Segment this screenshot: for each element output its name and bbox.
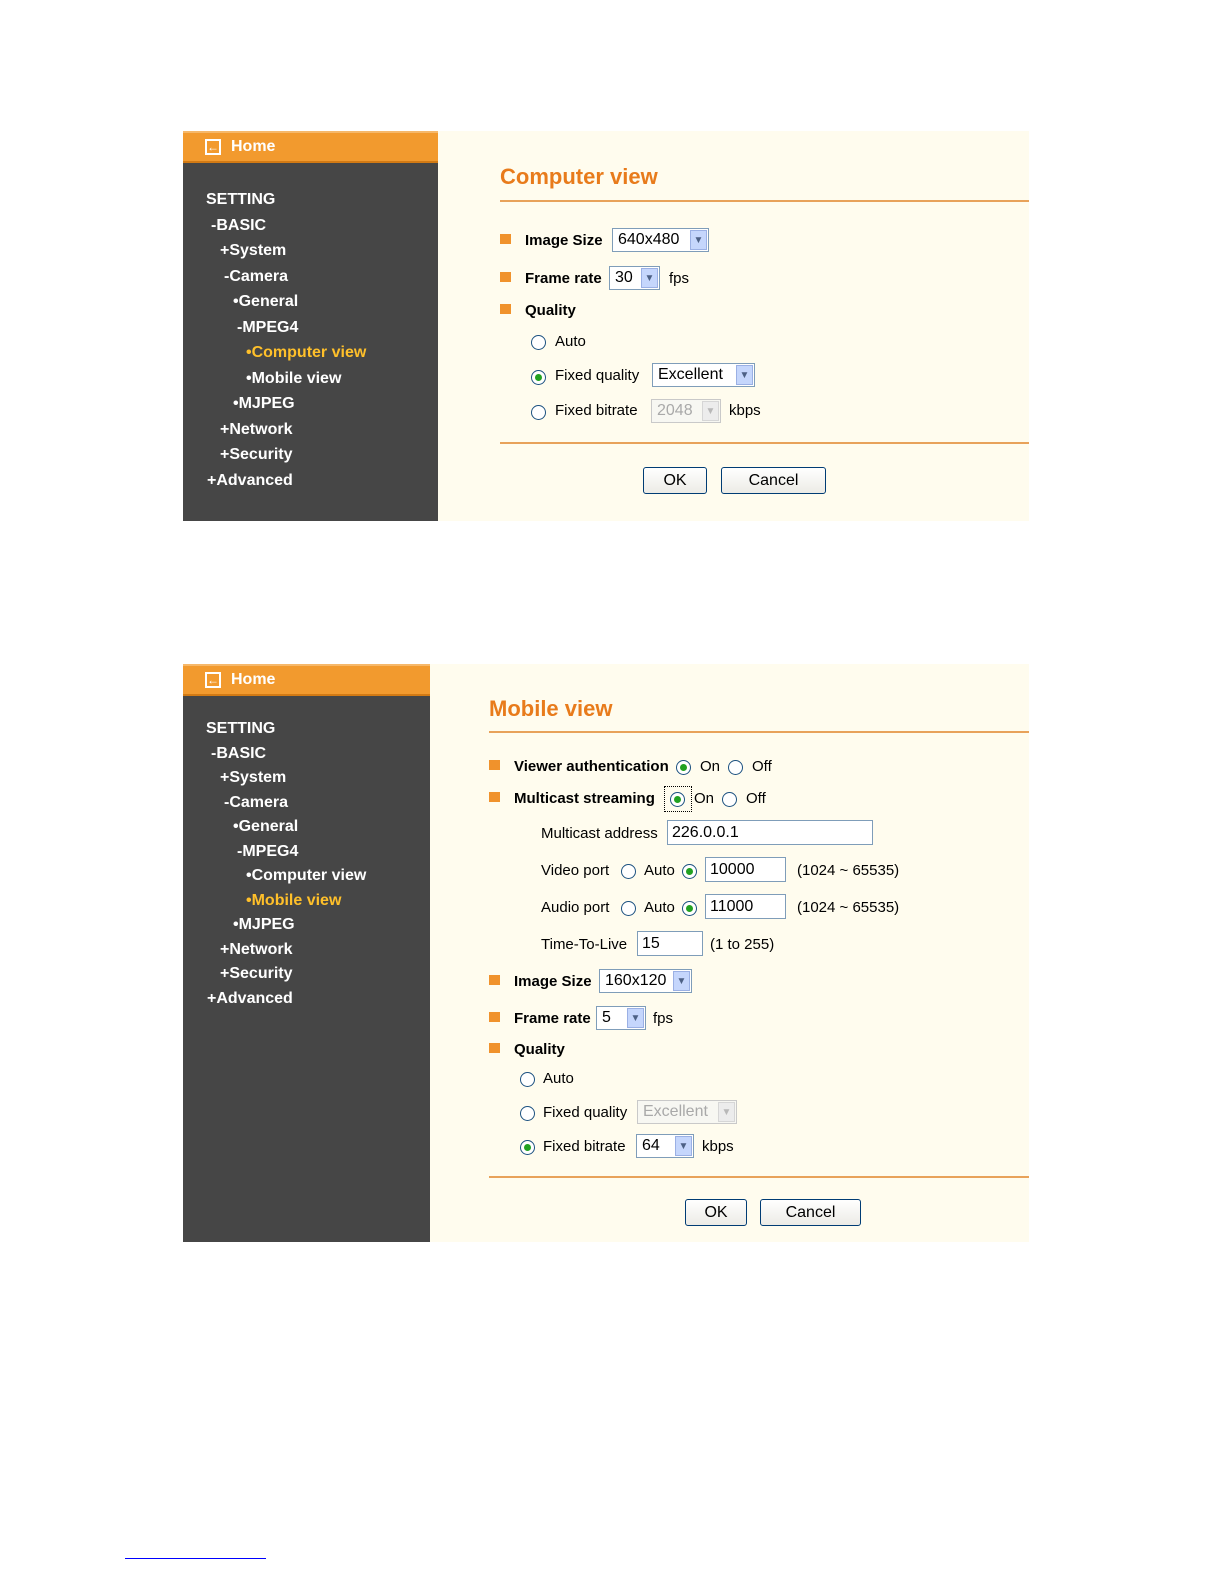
multicast-address-input[interactable]: 226.0.0.1 bbox=[667, 820, 873, 845]
mobile-view-screenshot bbox=[183, 664, 1029, 1242]
multicast-on-label: On bbox=[694, 790, 715, 807]
fixed-bitrate-label: Fixed bitrate bbox=[555, 402, 638, 419]
frame-rate-select[interactable] bbox=[596, 1006, 646, 1030]
image-size-value: 640x480 bbox=[618, 231, 680, 248]
frame-rate-value: 5 bbox=[602, 1009, 611, 1026]
title-divider bbox=[489, 731, 1029, 733]
quality-auto-label: Auto bbox=[555, 333, 586, 350]
bullet-icon bbox=[489, 760, 500, 770]
back-arrow-icon: ← bbox=[207, 673, 219, 687]
home-button[interactable] bbox=[183, 131, 438, 163]
image-size-select[interactable] bbox=[599, 969, 692, 993]
viewer-auth-on-radio[interactable] bbox=[676, 760, 691, 775]
multicast-on-radio[interactable] bbox=[670, 792, 685, 807]
image-size-label: Image Size bbox=[514, 973, 592, 990]
tree-computer-view[interactable]: •Computer view bbox=[246, 344, 367, 361]
audio-port-manual-radio[interactable] bbox=[682, 901, 697, 916]
video-port-range: (1024 ~ 65535) bbox=[797, 862, 900, 879]
fixed-quality-radio[interactable] bbox=[531, 370, 546, 385]
ttl-label: Time-To-Live bbox=[541, 936, 628, 953]
fixed-quality-select bbox=[637, 1100, 737, 1124]
dropdown-arrow-icon: ▼ bbox=[627, 1008, 644, 1028]
tree-general[interactable]: •General bbox=[233, 293, 299, 310]
viewer-auth-off-radio[interactable] bbox=[728, 760, 743, 775]
bullet-icon bbox=[489, 792, 500, 802]
image-size-label: Image Size bbox=[525, 232, 603, 249]
dropdown-arrow-icon: ▼ bbox=[718, 1102, 735, 1122]
dropdown-arrow-icon: ▼ bbox=[702, 401, 719, 421]
quality-auto-label: Auto bbox=[543, 1070, 574, 1087]
frame-rate-label: Frame rate bbox=[525, 270, 602, 287]
video-port-auto-radio[interactable] bbox=[621, 864, 636, 879]
fixed-bitrate-value: 2048 bbox=[657, 402, 693, 419]
ttl-range: (1 to 255) bbox=[710, 936, 775, 953]
tree-camera[interactable]: -Camera bbox=[224, 794, 289, 811]
dropdown-arrow-icon: ▼ bbox=[641, 268, 658, 288]
page-title: Computer view bbox=[500, 164, 658, 189]
ttl-input[interactable]: 15 bbox=[637, 931, 703, 956]
audio-port-label: Audio port bbox=[541, 899, 610, 916]
fps-unit: fps bbox=[669, 270, 690, 287]
home-label: Home bbox=[231, 671, 276, 688]
tree-mpeg4[interactable]: -MPEG4 bbox=[237, 319, 299, 336]
bullet-icon bbox=[489, 975, 500, 985]
mobile-view-panel bbox=[430, 664, 1029, 1242]
bottom-divider bbox=[500, 442, 1029, 444]
cancel-button[interactable]: Cancel bbox=[721, 467, 826, 494]
computer-view-panel bbox=[438, 131, 1029, 521]
tree-security[interactable]: +Security bbox=[220, 965, 293, 982]
audio-port-auto-label: Auto bbox=[644, 899, 675, 916]
viewer-auth-off-label: Off bbox=[752, 758, 772, 775]
fps-unit: fps bbox=[653, 1010, 674, 1027]
fixed-bitrate-value: 64 bbox=[642, 1137, 660, 1154]
multicast-address-label: Multicast address bbox=[541, 825, 658, 842]
fixed-bitrate-radio[interactable] bbox=[531, 405, 546, 420]
video-port-label: Video port bbox=[541, 862, 610, 879]
fixed-quality-value: Excellent bbox=[658, 366, 723, 383]
frame-rate-value: 30 bbox=[615, 269, 633, 286]
fixed-quality-value: Excellent bbox=[643, 1103, 708, 1120]
sidebar bbox=[183, 664, 430, 1242]
image-size-value: 160x120 bbox=[605, 972, 667, 989]
tree-security[interactable]: +Security bbox=[220, 446, 293, 463]
tree-system[interactable]: +System bbox=[220, 242, 287, 259]
tree-mpeg4[interactable]: -MPEG4 bbox=[237, 843, 299, 860]
fixed-quality-select[interactable] bbox=[652, 363, 755, 387]
quality-auto-radio[interactable] bbox=[520, 1072, 535, 1087]
fixed-bitrate-label: Fixed bitrate bbox=[543, 1138, 626, 1155]
dropdown-arrow-icon: ▼ bbox=[736, 365, 753, 385]
bottom-divider bbox=[489, 1176, 1029, 1178]
tree-system[interactable]: +System bbox=[220, 769, 287, 786]
tree-mobile-view[interactable]: •Mobile view bbox=[246, 892, 342, 909]
audio-port-input[interactable]: 11000 bbox=[705, 894, 786, 919]
frame-rate-select[interactable] bbox=[609, 266, 660, 290]
tree-setting: SETTING bbox=[206, 191, 276, 208]
quality-label: Quality bbox=[525, 302, 576, 319]
ok-button[interactable]: OK bbox=[643, 467, 707, 494]
dropdown-arrow-icon: ▼ bbox=[673, 971, 690, 991]
video-port-auto-label: Auto bbox=[644, 862, 675, 879]
tree-setting: SETTING bbox=[206, 720, 276, 737]
multicast-label: Multicast streaming bbox=[514, 790, 655, 807]
tree-network[interactable]: +Network bbox=[220, 941, 293, 958]
dropdown-arrow-icon: ▼ bbox=[675, 1136, 692, 1156]
fixed-quality-label: Fixed quality bbox=[543, 1104, 628, 1121]
audio-port-range: (1024 ~ 65535) bbox=[797, 899, 900, 916]
video-port-input[interactable]: 10000 bbox=[705, 857, 786, 882]
multicast-off-radio[interactable] bbox=[722, 792, 737, 807]
footnote-rule bbox=[125, 1558, 266, 1559]
video-port-manual-radio[interactable] bbox=[682, 864, 697, 879]
sidebar bbox=[183, 131, 438, 521]
tree-mjpeg[interactable]: •MJPEG bbox=[233, 916, 295, 933]
dropdown-arrow-icon: ▼ bbox=[690, 230, 707, 250]
back-arrow-icon: ← bbox=[207, 140, 219, 154]
frame-rate-label: Frame rate bbox=[514, 1010, 591, 1027]
computer-view-screenshot bbox=[183, 131, 1029, 521]
audio-port-auto-radio[interactable] bbox=[621, 901, 636, 916]
title-divider bbox=[500, 200, 1029, 202]
viewer-auth-label: Viewer authentication bbox=[514, 758, 669, 775]
bullet-icon bbox=[489, 1012, 500, 1022]
page-title: Mobile view bbox=[489, 696, 613, 721]
home-label: Home bbox=[231, 138, 276, 155]
bullet-icon bbox=[500, 234, 511, 244]
fixed-quality-radio[interactable] bbox=[520, 1106, 535, 1121]
tree-network[interactable]: +Network bbox=[220, 421, 293, 438]
home-button[interactable] bbox=[183, 664, 430, 696]
viewer-auth-on-label: On bbox=[700, 758, 721, 775]
bullet-icon bbox=[500, 272, 511, 282]
tree-advanced[interactable]: +Advanced bbox=[207, 990, 293, 1007]
cancel-button[interactable]: Cancel bbox=[760, 1199, 861, 1226]
tree-mobile-view[interactable]: •Mobile view bbox=[246, 370, 342, 387]
bullet-icon bbox=[500, 304, 511, 314]
tree-basic[interactable]: -BASIC bbox=[211, 217, 267, 234]
multicast-off-label: Off bbox=[746, 790, 766, 807]
tree-camera[interactable]: -Camera bbox=[224, 268, 289, 285]
fixed-bitrate-select bbox=[651, 399, 721, 423]
quality-auto-radio[interactable] bbox=[531, 335, 546, 350]
image-size-select[interactable] bbox=[612, 228, 709, 252]
ok-button[interactable]: OK bbox=[685, 1199, 747, 1226]
tree-mjpeg[interactable]: •MJPEG bbox=[233, 395, 295, 412]
fixed-quality-label: Fixed quality bbox=[555, 367, 640, 384]
tree-basic[interactable]: -BASIC bbox=[211, 745, 267, 762]
kbps-unit: kbps bbox=[702, 1138, 734, 1155]
fixed-bitrate-select[interactable] bbox=[636, 1134, 694, 1158]
fixed-bitrate-radio[interactable] bbox=[520, 1140, 535, 1155]
bullet-icon bbox=[489, 1043, 500, 1053]
tree-advanced[interactable]: +Advanced bbox=[207, 472, 293, 489]
kbps-unit: kbps bbox=[729, 402, 761, 419]
tree-computer-view[interactable]: •Computer view bbox=[246, 867, 367, 884]
quality-label: Quality bbox=[514, 1041, 565, 1058]
tree-general[interactable]: •General bbox=[233, 818, 299, 835]
